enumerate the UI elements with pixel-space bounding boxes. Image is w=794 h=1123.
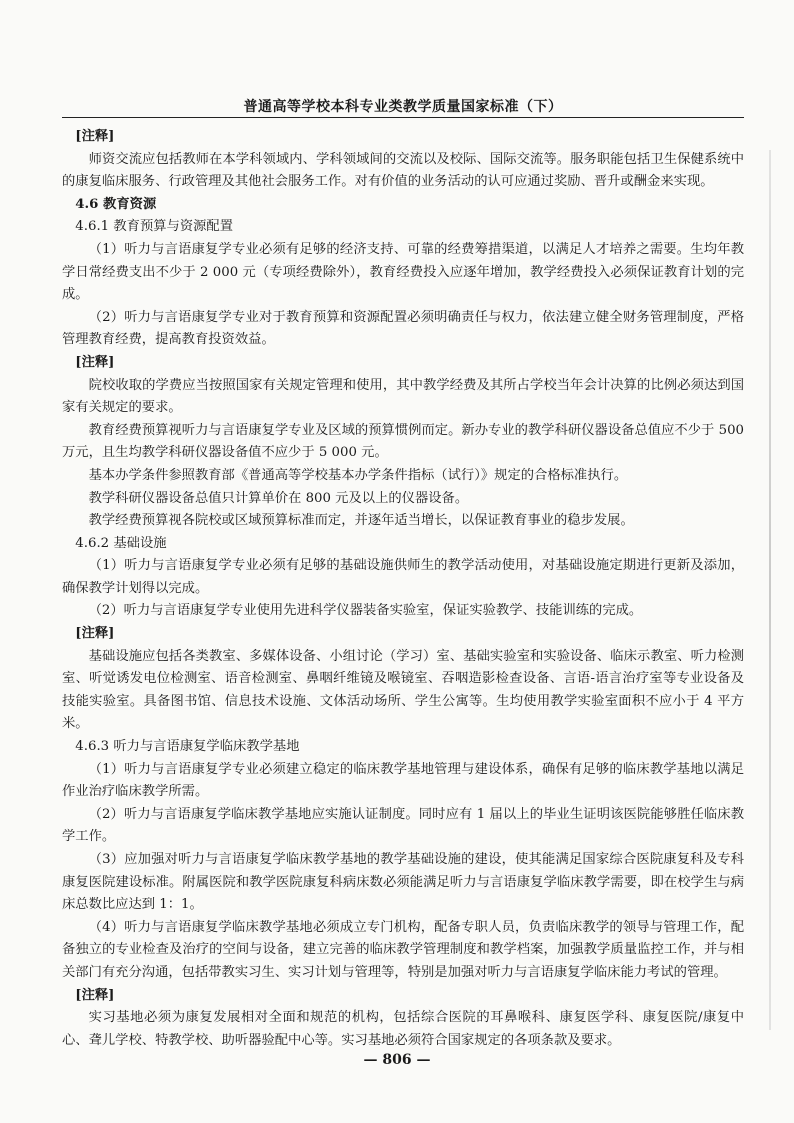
running-header: 普通高等学校本科专业类教学质量国家标准（下） [243,99,563,115]
paragraph: （2）听力与言语康复学专业对于教育预算和资源配置必须明确责任与权力，依法建立健全财务管理制度，严格管理教育经费，提高教育投资效益。 [62,309,744,348]
paragraph: 教学科研仪器设备总值只计算单价在 800 元及以上的仪器设备。 [88,490,469,506]
paragraph: （1）听力与言语康复学专业必须建立稳定的临床教学基地管理与建设体系，确保有足够的临床教学基地以满足作业治疗临床教学所需。 [62,761,744,800]
page-number: — 806 — [363,1052,431,1068]
note-label: [注释] [75,626,115,642]
paragraph: 教育经费预算视听力与言语康复学专业及区域的预算惯例而定。新办专业的教学科研仪器设备总值应不少于 500 万元，且生均教学科研仪器设备值不应少于 5 000 元。 [62,422,744,461]
body-content [62,126,744,1052]
subsection-heading: 4.6.1 教育预算与资源配置 [75,219,234,235]
paragraph: （1）听力与言语康复学专业必须有足够的经济支持、可靠的经费筹措渠道，以满足人才培养之需要。生均年教学日常经费支出不少于 2 000 元（专项经费除外），教育经费投入应逐年增加，教学经费投入必须保证教育计划的完成。 [62,241,744,303]
note-label: [注释] [75,987,115,1003]
header-rule [62,117,744,118]
note-label: [注释] [75,129,115,144]
paragraph: （2）听力与言语康复学临床教学基地应实施认证制度。同时应有 1 届以上的毕业生证明该医院能够胜任临床教学工作。 [62,806,744,845]
paragraph: 教学经费预算视各院校或区域预算标准而定，并逐年适当增长，以保证教育事业的稳步发展。 [88,513,634,529]
paragraph: 师资交流应包括教师在本学科领域内、学科领域间的交流以及校际、国际交流等。服务职能包括卫生保健系统中的康复临床服务、行政管理及其他社会服务工作。对有价值的业务活动的认可应通过奖励、晋升或酬金来实现。 [62,151,744,190]
note-label: [注释] [75,354,115,370]
paragraph: （3）应加强对听力与言语康复学临床教学基地的教学基础设施的建设，使其能满足国家综合医院康复科及专科康复医院建设标准。附属医院和教学医院康复科病床数必须能满足听力与言语康复学临床教学需要，即在校学生与病床总数比应达到 1：1。 [62,852,744,913]
page-edge-shadow [769,150,771,1030]
paragraph: （1）听力与言语康复学专业必须有足够的基础设施供师生的教学活动使用，对基础设施定期进行更新及添加，确保教学计划得以完成。 [62,558,744,596]
paragraph: 实习基地必须为康复发展相对全面和规范的机构，包括综合医院的耳鼻喉科、康复医学科、康复医院/康复中心、聋儿学校、特教学校、助听器验配中心等。实习基地必须符合国家规定的各项条款及要求。 [62,1010,744,1048]
paragraph: 基础设施应包括各类教室、多媒体设备、小组讨论（学习）室、基础实验室和实验设备、临床示教室、听力检测室、听觉诱发电位检测室、语音检测室、鼻咽纤维镜及喉镜室、吞咽造影检查设备、言语-语言治疗室等专业设备及技能实验室。具备图书馆、信息技术设施、文体活动场所、学生公寓等。生均使用教学实验室面积不应小于 4 平方米。 [62,648,744,732]
subsection-heading: 4.6.3 听力与言语康复学临床教学基地 [75,739,300,755]
section-heading: 4.6 教育资源 [75,196,157,212]
paragraph: （4）听力与言语康复学临床教学基地必须成立专门机构，配备专职人员，负责临床教学的领导与管理工作，配备独立的专业检查及治疗的空间与设备，建立完善的临床教学管理制度和教学档案，加强教学质量监控工作，并与相关部门有充分沟通，包括带教实习生、实习计划与管理等，特别是加强对听力与言语康复学临床能力考试的管理。 [62,919,744,980]
paragraph: 基本办学条件参照教育部《普通高等学校基本办学条件指标（试行）》规定的合格标准执行。 [88,467,628,483]
subsection-heading: 4.6.2 基础设施 [75,535,167,551]
paragraph: （2）听力与言语康复学专业使用先进科学仪器装备实验室，保证实验教学、技能训练的完成。 [88,603,643,619]
paragraph: 院校收取的学费应当按照国家有关规定管理和使用，其中教学经费及其所占学校当年会计决算的比例必须达到国家有关规定的要求。 [62,377,744,416]
